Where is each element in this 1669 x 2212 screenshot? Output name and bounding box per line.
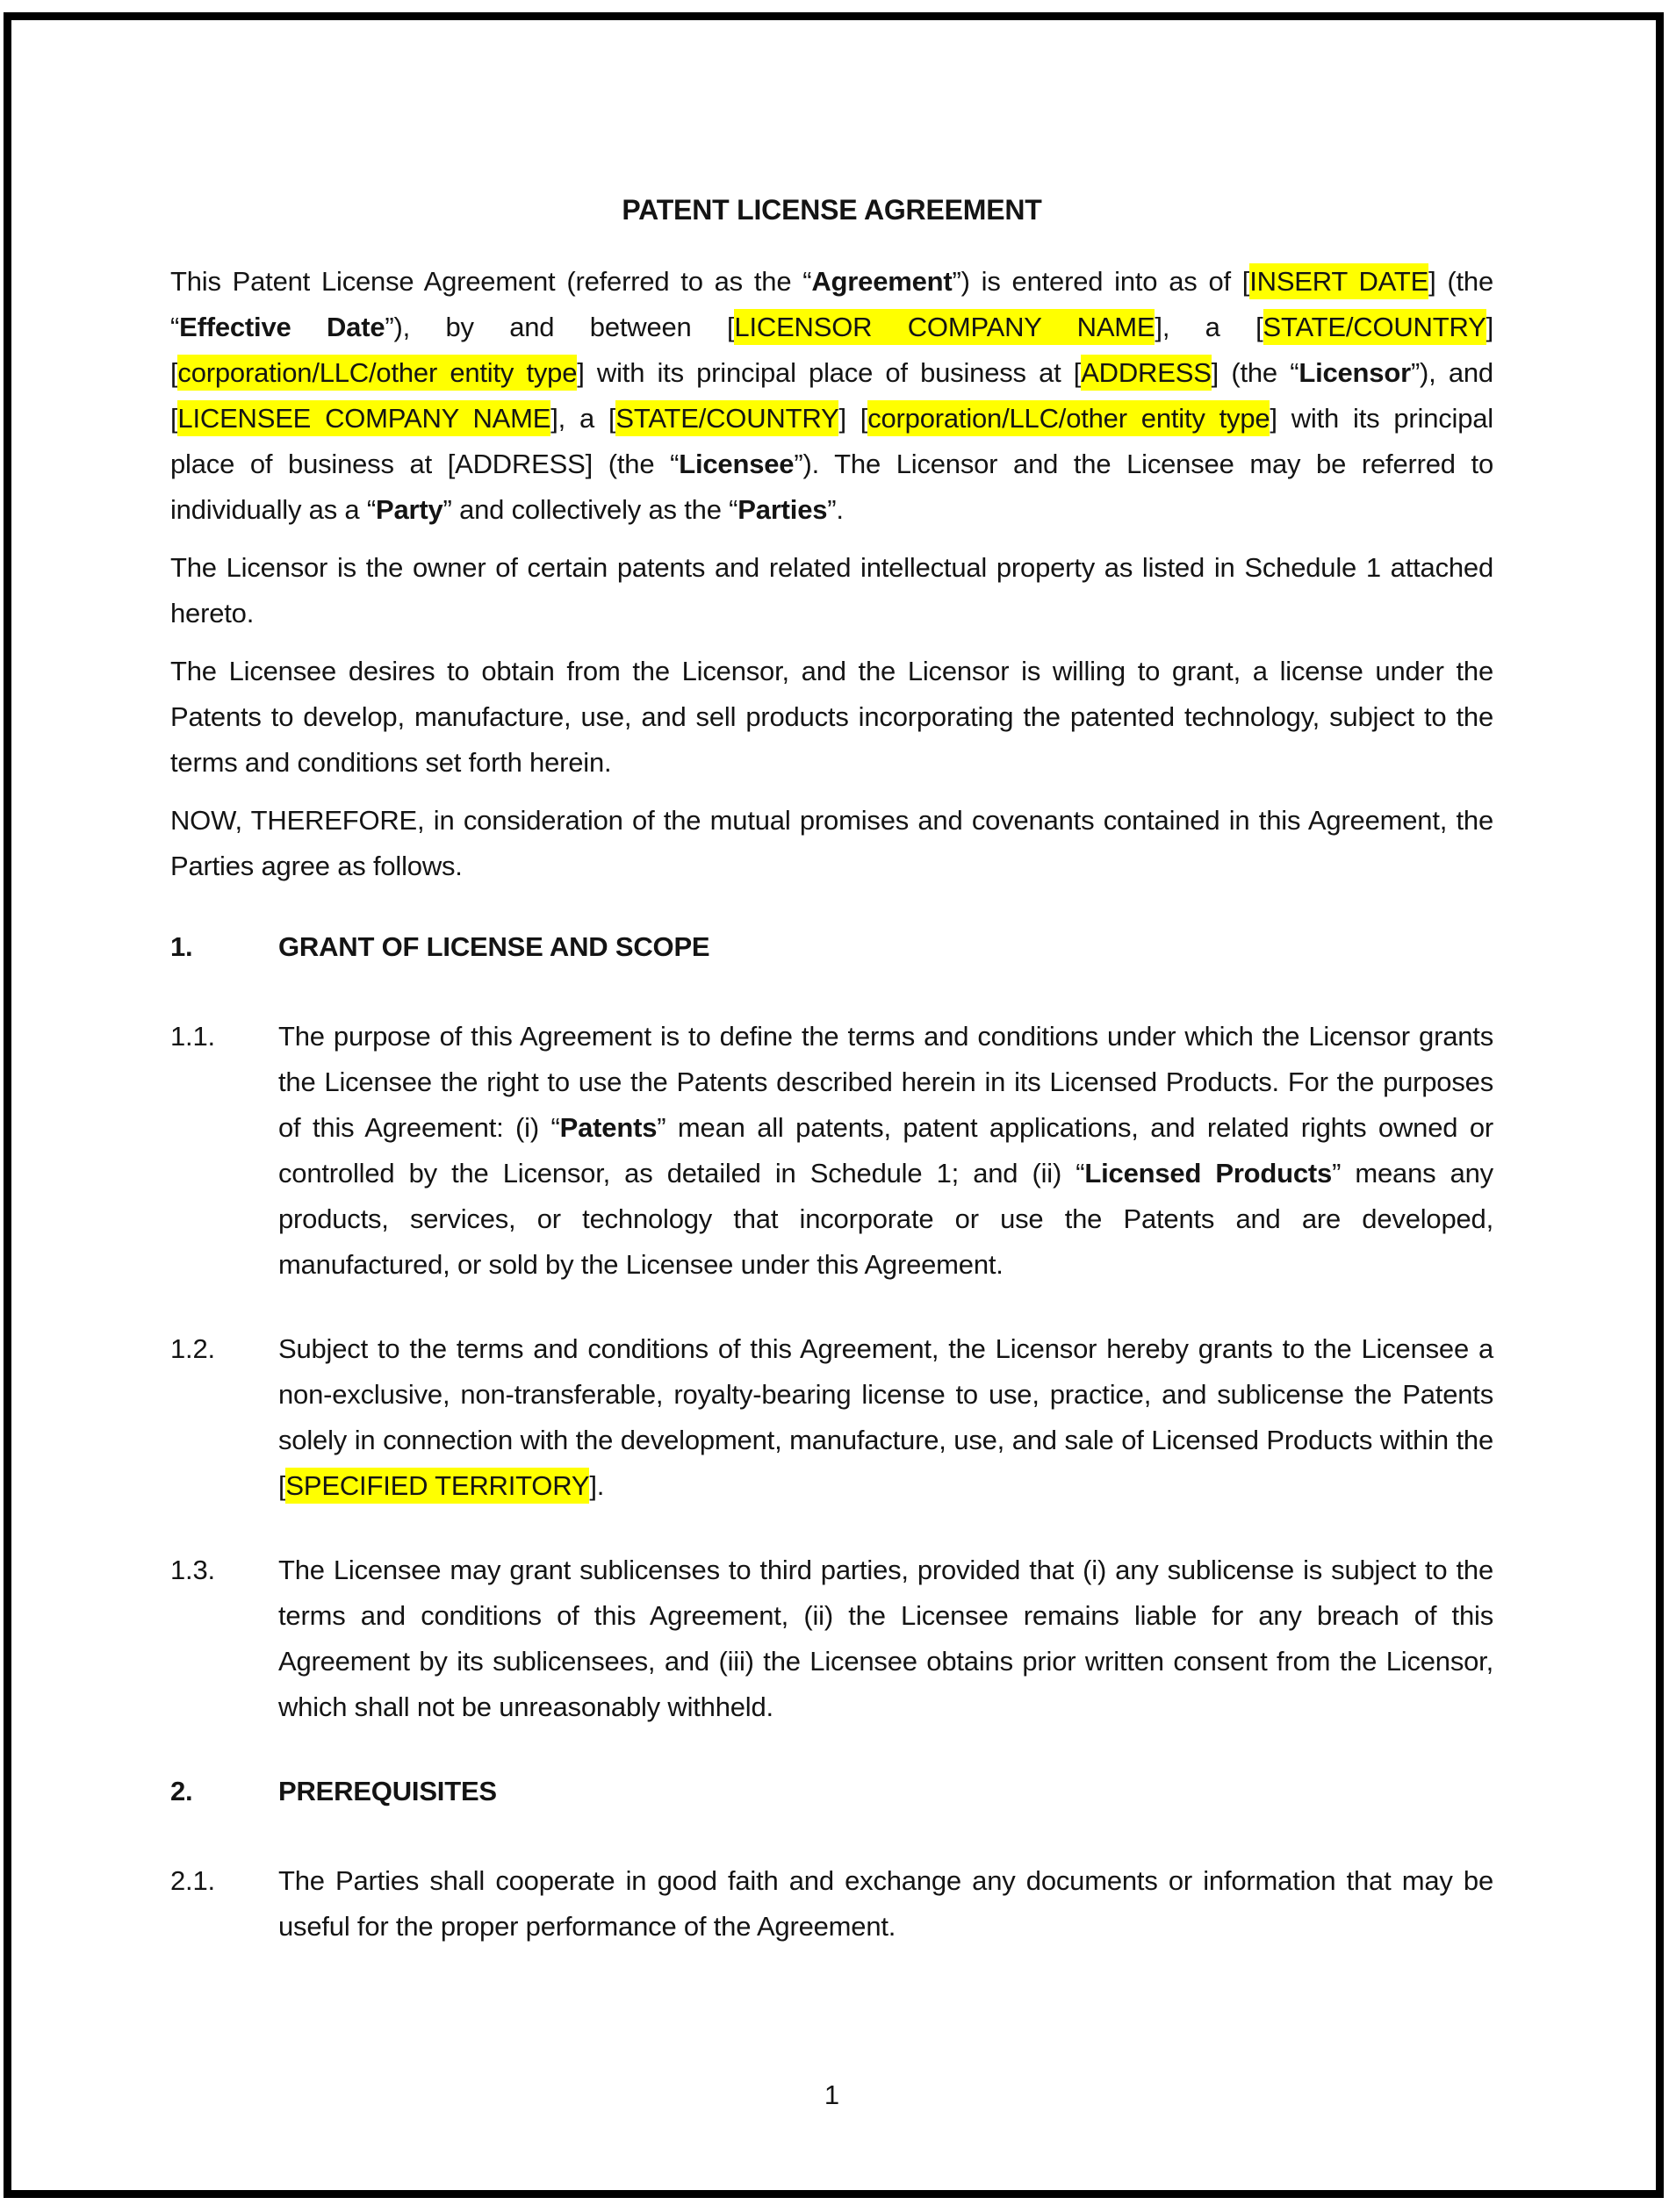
text-run: ]. [589, 1470, 605, 1501]
clause-number: 1.2. [170, 1333, 215, 1364]
text-run: The Parties shall cooperate in good faith and exchange any documents or information that may be useful for the proper performance of the Agreement. [278, 1865, 1493, 1942]
page-border-frame [4, 12, 1664, 2198]
defined-term: Licensed Products [1084, 1158, 1333, 1189]
section-number: 1. [170, 931, 193, 962]
clause-1-2 [170, 1326, 1493, 1509]
defined-term: Party [375, 494, 443, 525]
placeholder-highlight: ADDRESS [1081, 355, 1211, 391]
clause-1-3 [170, 1548, 1493, 1730]
clause-text [278, 1548, 1493, 1730]
text-run: ] with its principal place of business at [ADDRESS] (the “ [170, 403, 1493, 479]
text-run: ”. [827, 494, 844, 525]
section-number: 2. [170, 1776, 193, 1806]
recital-paragraph-license-desire [170, 649, 1493, 786]
placeholder-highlight: STATE/COUNTRY [1263, 309, 1486, 345]
now-therefore-paragraph [170, 798, 1493, 889]
text-run: This Patent License Agreement (referred to as the “ [170, 266, 812, 297]
text-run: ”) is entered into as of [ [952, 266, 1250, 297]
text-run: The Licensor is the owner of certain patents and related intellectual property as listed in Schedule 1 attached hereto. [170, 552, 1493, 628]
text-run: ] (the “ [170, 266, 1493, 342]
defined-term: Effective Date [179, 312, 385, 342]
clause-2-1 [170, 1858, 1493, 1950]
text-run: ” mean all patents, patent applications, and related rights owned or controlled by the Licensor, as detailed in Schedule 1; and (ii) “ [278, 1112, 1493, 1189]
text-run: Subject to the terms and conditions of this Agreement, the Licensor hereby grants to the Licensee a non-exclusive, non-transferable, royalty-bearing license to use, practice, and sublicense the Patents solely in connection with the development, manufacture, use, and sale of Licensed Products within the [ [278, 1333, 1493, 1501]
placeholder-highlight: INSERT DATE [1249, 263, 1428, 299]
intro-paragraph [170, 259, 1493, 533]
placeholder-highlight: LICENSEE COMPANY NAME [177, 400, 550, 436]
section-title: PREREQUISITES [278, 1776, 497, 1806]
section-title: GRANT OF LICENSE AND SCOPE [278, 931, 710, 962]
clause-text [278, 1326, 1493, 1509]
text-run: The purpose of this Agreement is to define the terms and conditions under which the Licensor grants the Licensee the right to use the Patents described herein in its Licensed Products. For the purposes of this Agreement: (i) “ [278, 1021, 1493, 1143]
clause-text [278, 1858, 1493, 1950]
text-run: NOW, THEREFORE, in consideration of the mutual promises and covenants contained in this Agreement, the Parties agree as follows. [170, 805, 1493, 881]
document-title: PATENT LICENSE AGREEMENT [622, 194, 1042, 226]
text-run: ”), and [ [170, 357, 1493, 434]
clause-number: 2.1. [170, 1865, 215, 1896]
text-run: ] [ [170, 312, 1493, 388]
clause-1-1 [170, 1014, 1493, 1288]
text-run: ”). The Licensor and the Licensee may be referred to individually as a “ [170, 449, 1494, 525]
placeholder-highlight: corporation/LLC/other entity type [177, 355, 577, 391]
text-run: The Licensee may grant sublicenses to third parties, provided that (i) any sublicense is subject to the terms and conditions of this Agreement, (ii) the Licensee remains liable for any breach of this Agreement by its sublicensees, and (iii) the Licensee obtains prior written consent from the Licensor, which shall not be unreasonably withheld. [278, 1555, 1493, 1722]
defined-term: Agreement [811, 266, 953, 297]
clause-number: 1.3. [170, 1555, 215, 1585]
text-run: The Licensee desires to obtain from the Licensor, and the Licensor is willing to grant, a license under the Patents to develop, manufacture, use, and sell products incorporating the patented technology, subject to the terms and conditions set forth herein. [170, 656, 1493, 778]
page-number: 1 [824, 2079, 840, 2110]
placeholder-highlight: corporation/LLC/other entity type [867, 400, 1270, 436]
recital-paragraph-ownership [170, 545, 1493, 636]
text-run: ] [ [838, 403, 868, 434]
text-run: ], a [ [1155, 312, 1263, 342]
text-run: ] with its principal place of business at [ [577, 357, 1082, 388]
section-heading-1 [170, 924, 1493, 970]
text-run: ” and collectively as the “ [442, 494, 738, 525]
document-content [170, 20, 1493, 2190]
text-run: ], a [ [550, 403, 616, 434]
clause-number: 1.1. [170, 1021, 215, 1052]
text-run: ] (the “ [1211, 357, 1299, 388]
section-heading-2 [170, 1769, 1493, 1814]
clause-text [278, 1014, 1493, 1288]
defined-term: Licensee [679, 449, 795, 479]
placeholder-highlight: STATE/COUNTRY [615, 400, 838, 436]
defined-term: Licensor [1299, 357, 1411, 388]
text-run: ” means any products, services, or technology that incorporate or use the Patents and are developed, manufactured, or sold by the Licensee under this Agreement. [278, 1158, 1493, 1280]
defined-term: Parties [737, 494, 828, 525]
placeholder-highlight: SPECIFIED TERRITORY [285, 1468, 589, 1504]
text-run: ”), by and between [ [385, 312, 735, 342]
defined-term: Patents [559, 1112, 658, 1143]
placeholder-highlight: LICENSOR COMPANY NAME [734, 309, 1155, 345]
